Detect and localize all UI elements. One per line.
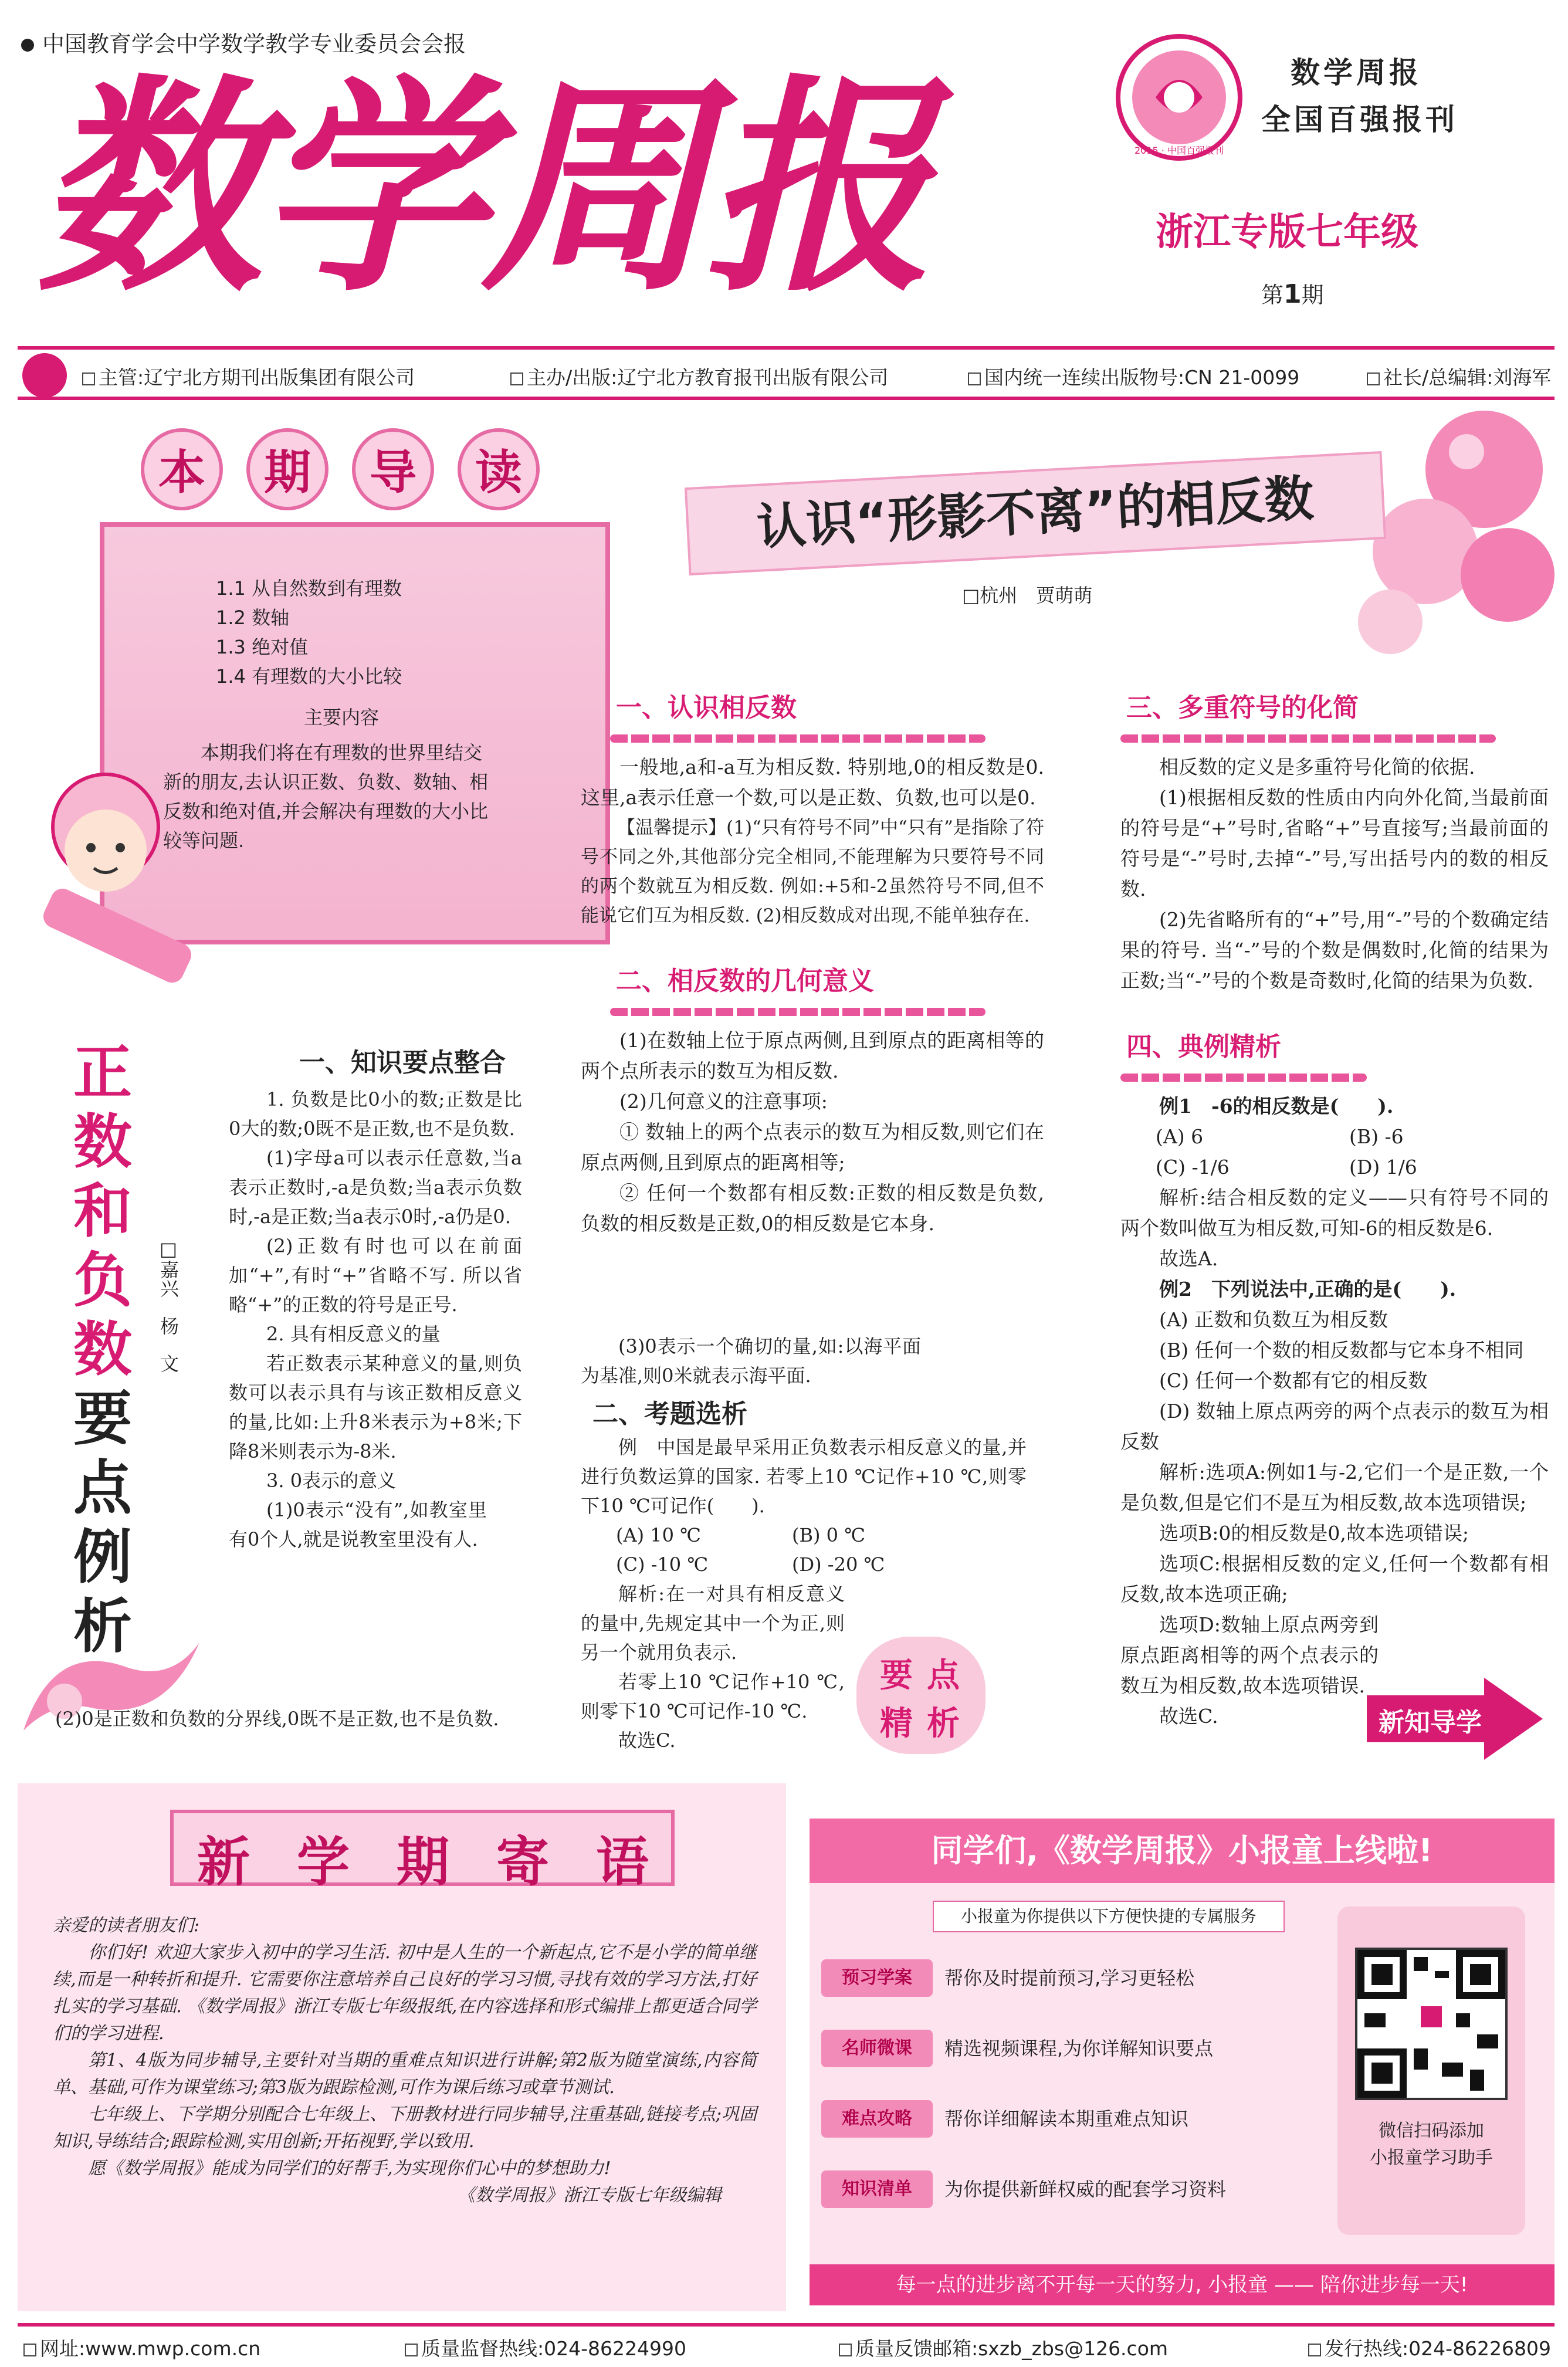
letter-greeting: 亲爱的读者朋友们: — [53, 1915, 200, 1936]
badge-char: 要 — [880, 1657, 913, 1695]
cartoon-student — [29, 763, 205, 997]
info-editor: 社长/总编辑:刘海军 — [1367, 363, 1551, 390]
qr-code-icon[interactable] — [1355, 1948, 1508, 2100]
toc-item: 1.1 从自然数到有理数 — [216, 577, 402, 600]
footer-quality-hotline: 质量监督热线:024-86224990 — [405, 2334, 686, 2361]
section-heading: 二、考题选析 — [592, 1399, 747, 1429]
article1-title: 认识“形影不离”的相反数 — [755, 469, 1316, 556]
toc-item: 1.4 有理数的大小比较 — [216, 665, 402, 688]
letter-body: 亲爱的读者朋友们: 你们好! 欢迎大家步入初中的学习生活. 初中是人生的一个新起点,它不是小学的简单继续,而是一种转折和提升. 它需要你注意培养自己良好的学习习惯,寻找有效的学习方法,打好扎实的学习基础. 《数学周报》浙江专版七年级报纸,在内容选择和形式编排上都更适合同学们的学习进程. 第1、4版为同步辅导,主要针对当期的重难点知识进行讲解;第2版为随堂演练,内容简单、基础,可作为课堂练习;第3版为跟踪检测,可作为课后练习或章节测试. 七年级上、下学期分别配合七年级上、下册教材进行同步辅导,注重基础,链接考点;巩固知识,导练结合;跟踪检测,实用创新;开拓视野,学以致用. 愿《数学周报》能成为同学们的好帮手,为实现你们心中的梦想助力! 《数学周报》浙江专版七年级编辑 — [53, 1912, 757, 2209]
guide-title-char: 读 — [458, 428, 540, 510]
service-tag: 知识清单 — [821, 2170, 933, 2208]
service-tag: 难点攻略 — [821, 2100, 933, 2138]
org-line: 中国教育学会中学数学教学专业委员会会报 — [21, 26, 466, 58]
guide-toc — [216, 574, 402, 691]
footer-feedback-email[interactable]: 质量反馈邮箱:sxzb_zbs@126.com — [839, 2334, 1168, 2361]
section-heading: 四、典例精析 — [1126, 1032, 1281, 1062]
info-cn: 国内统一连续出版物号:CN 21-0099 — [968, 363, 1299, 390]
vtitle-char: 和 — [73, 1177, 132, 1245]
key-points-badge — [856, 1637, 985, 1754]
service-row[interactable] — [821, 2030, 1326, 2067]
article2-exam: 例 中国是最早采用正负数表示相反意义的量,并进行负数运算的国家. 若零上10 ℃记作+10 ℃,则零下10 ℃可记作( ). (A) 10 ℃ (B) 0 ℃ (C) -10 ℃ (D) -20 ℃ 解析:在一对具有相反意义的量中,先规定其中一个为正,则另一个就用负表示. 若零上10 ℃记作+10 ℃,则零下10 ℃可记作-10 ℃. 故选C. — [581, 1436, 1027, 1752]
vtitle-char: 点 — [73, 1454, 132, 1522]
article1-col1 — [581, 686, 1044, 1239]
letter-box — [18, 1783, 786, 2311]
ad-box — [810, 1819, 1555, 2305]
badge-char: 析 — [927, 1705, 960, 1743]
page-footer — [18, 2323, 1555, 2358]
info-supervisor: 主管:辽宁北方期刊出版集团有限公司 — [82, 363, 415, 390]
footer-site[interactable]: 网址:www.mwp.com.cn — [23, 2334, 260, 2361]
article1-s3: 相反数的定义是多重符号化简的依据. (1)根据相反数的性质由内向外化简,当最前面的符号是“+”号时,省略“+”号直接写;当最前面的符号是“-”号时,去掉“-”号,写出括号内的数的相反数. (2)先省略所有的“+”号,用“-”号的个数确定结果的符号. 当“-”号的个数是偶数时,化简的结果为正数;当“-”号的个数是奇数时,化简的结果为负数. — [1120, 756, 1549, 992]
guide-main-text: 本期我们将在有理数的世界里结交新的朋友,去认识正数、负数、数轴、相反数和绝对值,并会解决有理数的大小比较等问题. — [163, 741, 489, 852]
badge-char: 点 — [927, 1657, 960, 1695]
letter-sign: 《数学周报》浙江专版七年级编辑 — [458, 2185, 722, 2206]
wave-divider — [1120, 734, 1496, 743]
vtitle-char: 要 — [73, 1384, 132, 1453]
article1-s2: (1)在数轴上位于原点两侧,且到原点的距离相等的两个点所表示的数互为相反数. (2)几何意义的注意事项: ① 数轴上的两个点表示的数互为相反数,则它们在原点两侧,且到原点的距离相等; ② 任何一个数都有相反数:正数的相反数是负数,负数的相反数是正数,0的相反数是它本身. — [581, 1029, 1044, 1235]
guide-title-char: 期 — [246, 428, 328, 510]
vtitle-char: 析 — [73, 1592, 132, 1661]
issue-number: 第1期 — [1261, 279, 1324, 309]
ad-title-banner — [810, 1819, 1555, 1883]
logo-text: 2015 · 中国百强报刊 — [1134, 145, 1224, 156]
ad-footer-bar — [810, 2264, 1555, 2305]
service-row[interactable] — [821, 1959, 1326, 1997]
reader-logo-icon — [22, 353, 67, 398]
article2-author: □嘉兴 杨 文 — [157, 1238, 180, 1373]
letter-title-char: 语 — [596, 1831, 649, 1893]
article1-s1: 一般地,a和-a互为相反数. 特别地,0的相反数是0. 这里,a表示任意一个数,可以是正数、负数,也可以是0. 【温馨提示】(1)“只有符号不同”中“只有”是指除了符号不同之外,其他部分完全相同,不能理解为只要符号不同的两个数就互为相反数. 例如:+5和-2虽然符号不同,但不能说它们互为相反数. (2)相反数成对出现,不能单独存在. — [581, 756, 1044, 926]
service-row[interactable] — [821, 2100, 1326, 2138]
service-row[interactable] — [821, 2170, 1326, 2208]
toc-item: 1.3 绝对值 — [216, 636, 309, 658]
badge-char: 精 — [880, 1705, 913, 1743]
service-text: 帮你详细解读本期重难点知识 — [944, 2108, 1189, 2130]
vtitle-char: 正 — [73, 1038, 132, 1107]
ad-services — [821, 1959, 1337, 2241]
slogan-2: 全国百强报刊 — [1261, 102, 1458, 137]
guide-title — [141, 428, 551, 510]
guide-title-char: 本 — [141, 428, 223, 510]
wave-divider — [610, 1008, 985, 1016]
letter-title-char: 新 — [197, 1831, 250, 1893]
article2-vertical-title — [65, 1038, 141, 1661]
article1-s4: 例1 -6的相反数是( ). (A) 6 (B) -6 (C) -1/6 (D) 1/6 解析:结合相反数的定义——只有符号不同的两个数叫做互为相反数,可知-6的相反数是6. 故选A. 例2 下列说法中,正确的是( ). (A) 正数和负数互为相反数 (B) 任何一个数的相反数都与它本身不相同 (C) 任何一个数都有它的相反数 (D) 数轴上原点两旁的两个点表示的数互为相反数 解析:选项A:例如1与-2,它们一个是正数,一个是负数,但是它们不是互为相反数,故本选项错误; 选项B:0的相反数是0,故本选项错误; 选项C:根据相反数的定义,任何一个数都有相反数,故本选项正确; 选项D:数轴上原点两旁到原点距离相等的两个点表示的数互为相反数,故本选项错误. 故选C. — [1120, 1095, 1549, 1728]
letter-title-char: 学 — [297, 1831, 350, 1893]
qr-panel — [1337, 1907, 1525, 2235]
section-heading: 一、认识相反数 — [616, 693, 797, 723]
qr-caption: 微信扫码添加 小报童学习助手 — [1370, 2121, 1493, 2168]
vtitle-char: 负 — [73, 1246, 132, 1315]
service-tag: 预习学案 — [821, 1959, 933, 1997]
section-heading: 一、知识要点整合 — [299, 1048, 506, 1078]
article1-author: □杭州 贾萌萌 — [962, 584, 1093, 607]
service-text: 帮你及时提前预习,学习更轻松 — [944, 1967, 1195, 1989]
service-text: 精选视频课程,为你详解知识要点 — [944, 2037, 1214, 2060]
new-knowledge-badge — [1367, 1678, 1543, 1760]
ad-subtitle: 小报童为你提供以下方便快捷的专属服务 — [933, 1901, 1285, 1932]
vtitle-char: 例 — [73, 1523, 132, 1591]
letter-title — [170, 1810, 675, 1893]
section-heading: 二、相反数的几何意义 — [616, 966, 874, 996]
article1-col2 — [1120, 686, 1549, 1732]
vtitle-char: 数 — [73, 1315, 132, 1384]
award-logo — [1115, 33, 1244, 162]
section-heading: 三、多重符号的化简 — [1126, 693, 1359, 723]
bullet-icon — [21, 39, 34, 52]
wave-divider — [610, 734, 985, 743]
footer-distribution: 发行热线:024-86226809 — [1308, 2334, 1551, 2361]
service-tag: 名师微课 — [821, 2030, 933, 2067]
article2-p9: (3)0表示一个确切的量,如:以海平面为基准,则0米就表示海平面. — [581, 1335, 921, 1387]
info-bar — [18, 346, 1555, 400]
option-row: (C) -1/6 (D) 1/6 — [1156, 1156, 1417, 1179]
article1-title-box — [685, 451, 1386, 575]
newspaper-title: 数学周报 — [35, 53, 927, 322]
info-publisher: 主办/出版:辽宁北方教育报刊出版有限公司 — [510, 363, 888, 390]
slogan-1: 数学周报 — [1291, 55, 1422, 90]
ad-footer-text: 每一点的进步离不开每一天的努力, 小报童 —— 陪你进步每一天! — [896, 2273, 1468, 2297]
letter-title-char: 寄 — [496, 1831, 549, 1893]
ad-title: 同学们,《数学周报》小报童上线啦! — [931, 1832, 1433, 1869]
option-row: (A) 10 ℃ (B) 0 ℃ — [616, 1524, 865, 1546]
guide-main-title: 主要内容 — [304, 706, 380, 729]
option-row: (A) 6 (B) -6 — [1156, 1125, 1404, 1148]
vtitle-char: 数 — [73, 1108, 132, 1176]
article2-col1 — [229, 1041, 522, 1554]
badge-text: 新知导学 — [1379, 1708, 1482, 1738]
option-row: (C) -10 ℃ (D) -20 ℃ — [616, 1553, 885, 1576]
wave-divider — [1120, 1074, 1367, 1082]
article2-p8: (2)0是正数和负数的分界线,0既不是正数,也不是负数. — [55, 1708, 499, 1730]
service-text: 为你提供新鲜权威的配套学习资料 — [944, 2178, 1227, 2200]
letter-title-char: 期 — [397, 1831, 449, 1893]
toc-item: 1.2 数轴 — [216, 607, 290, 629]
guide-title-char: 导 — [352, 428, 434, 510]
edition-label: 浙江专版七年级 — [1156, 211, 1418, 254]
article2-s1: 1. 负数是比0小的数;正数是比0大的数;0既不是正数,也不是负数. (1)字母a可以表示任意数,当a表示正数时,-a是负数;当a表示负数时,-a是正数;当a表示0时,-a仍是0. (2)正数有时也可以在前面加“+”,有时“+”省略不写. 所以省略“+”的正数的符号是正号. 2. 具有相反意义的量 若正数表示某种意义的量,则负数可以表示具有与该正数相反意义的量,比如:上升8米表示为+8米;下降8米则表示为-8米. 3. 0表示的意义 (1)0表示“没有”,如教室里有0个人,就是说教室里没有人. — [229, 1088, 522, 1550]
